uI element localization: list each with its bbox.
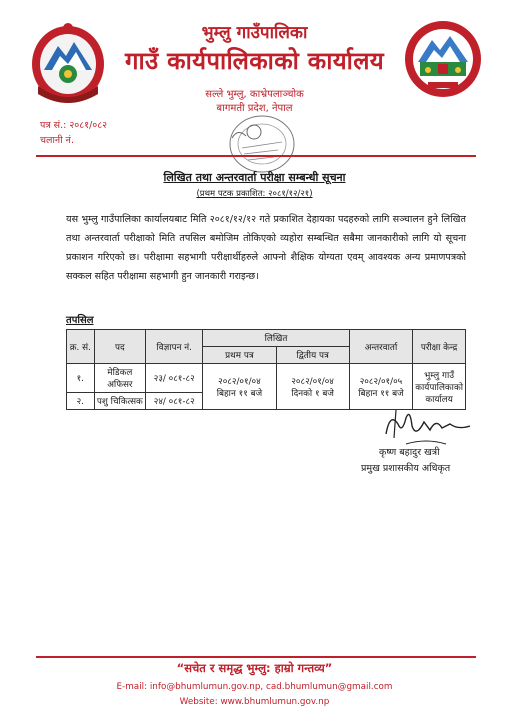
interview-time: बिहान ११ बजे (358, 388, 404, 399)
exam-center: भुम्लु गाउँ कार्यपालिकाको कार्यालय (413, 364, 466, 410)
reference-number (40, 118, 107, 131)
row-sn: १. (67, 364, 95, 393)
col-written: लिखित (203, 330, 349, 347)
row-post: पशु चिकित्सक (94, 393, 146, 410)
dispatch-number-label: चलानी नं. (40, 135, 74, 146)
row-post: मेडिकल अफिसर (94, 364, 146, 393)
paper2-date: २०८२/०१/०४ (291, 376, 334, 387)
col-paper2: द्वितीय पत्र (276, 347, 349, 364)
paper2-schedule (276, 364, 349, 410)
office-seal-icon (212, 108, 302, 178)
exam-schedule-table (66, 329, 466, 410)
paper1-schedule (203, 364, 276, 410)
email-label: E-mail: (116, 682, 148, 692)
row-ad-no: २४/ ०८१-८२ (146, 393, 203, 410)
notice-body: यस भुम्लु गाउँपालिका कार्यालयबाट मिति २०८१/१२/१२ गते प्रकाशित देहायका पदहरुको लागि सञ्चालन हुने लिखित तथा अन्तरवार्ता परीक्षाको मिति तपसिल बमोजिम तोकिएको व्यहोरा सम्बन्धित सबैमा जानकारीको लागि यो सूचना प्रकाशन गरिएको छ। परीक्षामा सहभागी परीक्षार्थीहरुले आफ्नो शैक्षिक योग्यता एवम् आवश्यक अन्य प्रमाणपत्रको सक्कल सहित परीक्षामा सहभागी हुन जानकारी गराइन्छ। (66, 214, 466, 282)
col-ad-no: विज्ञापन नं. (146, 330, 203, 364)
footer-website (0, 697, 509, 707)
website-value[interactable]: www.bhumlumun.gov.np (220, 697, 330, 707)
col-post: पद (94, 330, 146, 364)
col-center: परीक्षा केन्द्र (413, 330, 466, 364)
paper1-time: बिहान ११ बजे (216, 388, 263, 399)
table-header-row (67, 330, 466, 347)
paper2-time: दिनको १ बजे (291, 388, 334, 399)
section-label: तपसिल (66, 315, 94, 326)
interview-date: २०८२/०१/०५ (359, 376, 403, 387)
row-ad-no: २३/ ०८१-८२ (146, 364, 203, 393)
footer-divider (36, 656, 476, 658)
footer-motto: “सचेत र समृद्ध भुम्लु: हाम्रो गन्तव्य” (176, 661, 333, 675)
office-name: गाउँ कार्यपालिकाको कार्यालय (125, 47, 384, 75)
row-sn: २. (67, 393, 95, 410)
office-address: सल्ले भुम्लु, काभ्रेपलाञ्चोक (205, 89, 304, 100)
col-sn: क्र. सं. (67, 330, 95, 364)
municipality-name: भुम्लु गाउँपालिका (201, 23, 308, 43)
interview-schedule (349, 364, 413, 410)
signatory-name: कृष्ण बहादुर खत्री (379, 447, 440, 458)
office-province: बागमती प्रदेश, नेपाल (216, 103, 293, 114)
paper1-date: २०८२/०१/०४ (218, 376, 261, 387)
email-value[interactable]: info@bhumlumun.gov.np, cad.bhumlumun@gmail.com (149, 682, 393, 692)
notice-subtitle: (प्रथम पटक प्रकाशित: २०८१/१२/२१) (196, 189, 313, 199)
header-divider (36, 155, 476, 157)
col-paper1: प्रथम पत्र (203, 347, 276, 364)
footer-email (0, 682, 509, 692)
reference-label: पत्र सं.: (40, 120, 67, 131)
reference-value: २०८१/०८२ (69, 120, 108, 131)
website-label: Website: (179, 697, 218, 707)
signatory-title: प्रमुख प्रशासकीय अधिकृत (361, 463, 451, 474)
notice-title: लिखित तथा अन्तरवार्ता परीक्षा सम्बन्धी सूचना (163, 171, 346, 184)
table-row (67, 364, 466, 393)
col-interview: अन्तरवार्ता (349, 330, 413, 364)
